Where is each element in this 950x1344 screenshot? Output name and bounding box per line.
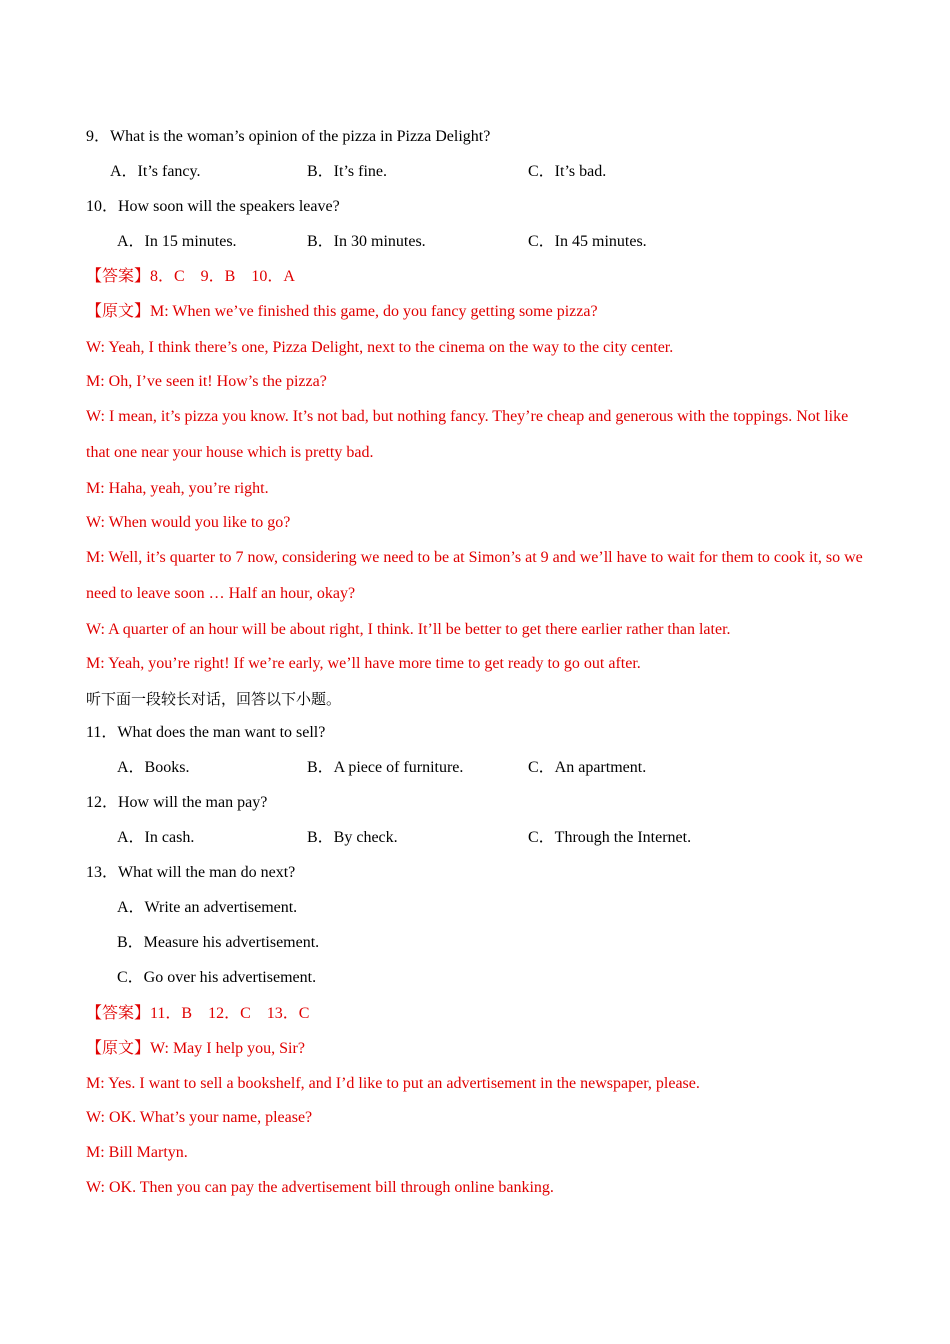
question-9: 9．What is the woman’s opinion of the pizza in Pizza Delight?: [86, 128, 491, 145]
q9-option-b: B．It’s fine.: [307, 163, 387, 180]
q12-option-c: C．Through the Internet.: [528, 829, 692, 846]
q9-option-c: C．It’s bad.: [528, 163, 607, 180]
section-instruction: 听下面一段较长对话，回答以下小题。: [86, 690, 342, 708]
q11-option-a: A．Books.: [117, 759, 190, 776]
q13-option-b: B．Measure his advertisement.: [117, 934, 320, 951]
transcript-line: M: Yeah, you’re right! If we’re early, we’ll have more time to get ready to go out after.: [86, 655, 641, 672]
q12-option-b: B．By check.: [307, 829, 398, 846]
q13-option-c: C．Go over his advertisement.: [117, 969, 317, 986]
transcript-line: W: OK. Then you can pay the advertisement bill through online banking.: [86, 1179, 554, 1196]
transcript-line: W: A quarter of an hour will be about right, I think. It’ll be better to get there earlier rather than later.: [86, 621, 731, 638]
q13-option-a: A．Write an advertisement.: [117, 899, 298, 916]
transcript-line: W: Yeah, I think there’s one, Pizza Delight, next to the cinema on the way to the city center.: [86, 339, 674, 356]
transcript-line: M: Yes. I want to sell a bookshelf, and I’d like to put an advertisement in the newspaper, please.: [86, 1075, 700, 1092]
answer-key-1: 【答案】8．C 9．B 10．A: [86, 268, 295, 285]
transcript-line: M: Well, it’s quarter to 7 now, considering we need to be at Simon’s at 9 and we’ll have to wait for them to cook it, so we need to leave soon … Half an hour, okay?: [86, 549, 863, 602]
question-13: 13．What will the man do next?: [86, 864, 296, 881]
q11-option-b: B．A piece of furniture.: [307, 759, 464, 776]
question-10: 10．How soon will the speakers leave?: [86, 198, 340, 215]
q10-option-b: B．In 30 minutes.: [307, 233, 426, 250]
transcript-line: W: I mean, it’s pizza you know. It’s not bad, but nothing fancy. They’re cheap and generous with the toppings. Not like that one near your house which is pretty bad.: [86, 408, 849, 461]
question-12: 12．How will the man pay?: [86, 794, 268, 811]
transcript-line: M: Oh, I’ve seen it! How’s the pizza?: [86, 373, 327, 390]
q9-option-a: A．It’s fancy.: [110, 163, 201, 180]
question-11: 11．What does the man want to sell?: [86, 724, 326, 741]
q10-option-c: C．In 45 minutes.: [528, 233, 647, 250]
q10-option-a: A．In 15 minutes.: [117, 233, 237, 250]
transcript-line: M: Haha, yeah, you’re right.: [86, 480, 269, 497]
transcript-line: 【原文】W: May I help you, Sir?: [86, 1040, 305, 1057]
transcript-line: W: OK. What’s your name, please?: [86, 1109, 313, 1126]
transcript-line: W: When would you like to go?: [86, 514, 291, 531]
q11-option-c: C．An apartment.: [528, 759, 647, 776]
q12-option-a: A．In cash.: [117, 829, 195, 846]
transcript-line: M: Bill Martyn.: [86, 1144, 188, 1161]
answer-key-2: 【答案】11．B 12．C 13．C: [86, 1005, 310, 1022]
transcript-line: 【原文】M: When we’ve finished this game, do you fancy getting some pizza?: [86, 303, 598, 320]
